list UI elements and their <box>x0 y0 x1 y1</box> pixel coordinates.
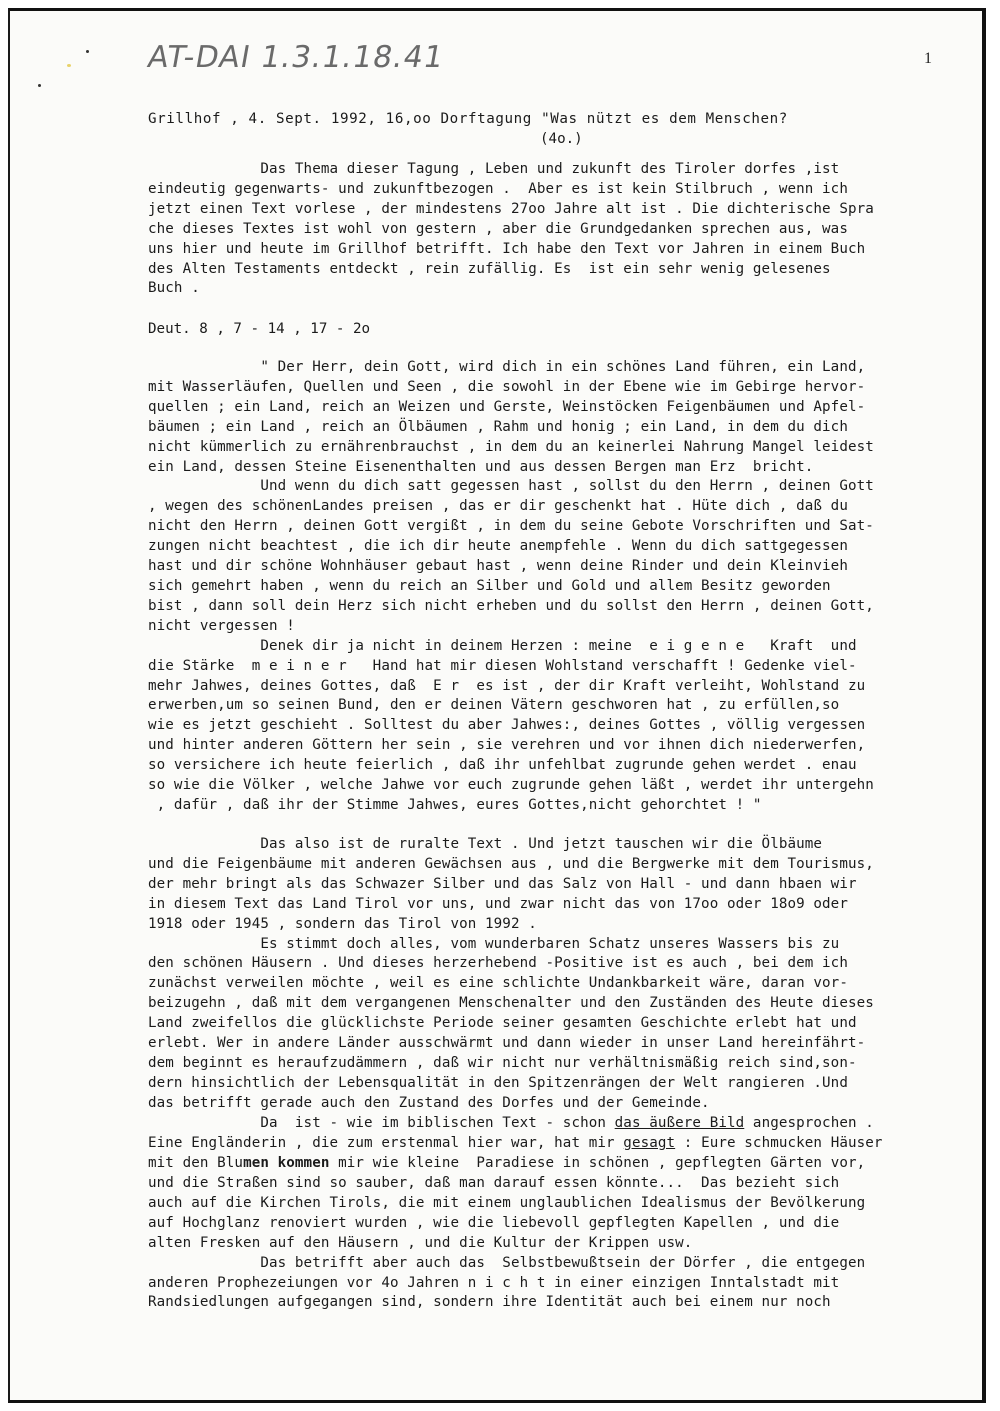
intro-paragraph <box>148 160 988 299</box>
text-line: Das Thema dieser Tagung , Leben und zukunft des Tiroler dorfes ,ist <box>148 161 840 177</box>
text-line: nicht vergessen ! <box>148 617 295 634</box>
bold-phrase: men kommen <box>243 1155 330 1171</box>
text-segment: mit den Blu <box>148 1155 244 1171</box>
text-line <box>148 1114 988 1134</box>
text-line: in diesem Text das Land Tirol vor uns, und zwar nicht das von 17oo oder 18o9 oder <box>148 895 848 912</box>
text-line: erlebt. Wer in andere Länder ausschwärmt und dann wieder in unser Land hereinfährt- <box>148 1035 866 1052</box>
text-segment: Da ist - wie im biblischen Text - schon <box>148 1115 615 1131</box>
text-segment: : Eure schmucken Häuser <box>675 1135 883 1151</box>
text-line: anderen Prophezeiungen vor 4o Jahren n i c h t in einer einzigen Inntalstadt mit <box>148 1274 840 1291</box>
text-line: che dieses Textes ist wohl von gestern , aber die Grundgedanken sprechen aus, was <box>148 220 848 237</box>
underlined-word: gesagt <box>623 1135 676 1151</box>
text-line: quellen ; ein Land, reich an Weizen und Gerste, Weinstöcken Feigenbäumen und Apfel- <box>148 398 866 415</box>
text-line: nicht den Herrn , deinen Gott vergißt , in dem du seine Gebote Vorschriften und Sat- <box>148 518 874 535</box>
text-line: Und wenn du dich satt gegessen hast , sollst du den Herrn , deinen Gott <box>148 478 874 495</box>
text-line: wie es jetzt geschieht . Solltest du aber Jahwes:, deines Gottes , völlig vergessen <box>148 717 866 734</box>
text-line: den schönen Häusern . Und dieses herzerhebend -Positive ist es auch , bei dem ich <box>148 955 848 972</box>
text-line: und hinter anderen Göttern her sein , sie verehren und vor ihnen dich niederwerfen, <box>148 737 866 754</box>
text-line: hast und dir schöne Wohnhäuser gebaut hast , wenn deine Rinder und dein Kleinvieh <box>148 558 848 575</box>
text-line: auch auf die Kirchen Tirols, die mit einem unglaublichen Idealismus der Bevölkerung <box>148 1194 866 1211</box>
text-line: uns hier und heute im Grillhof betrifft. Ich habe den Text vor Jahren in einem Buch <box>148 240 866 257</box>
text-line: erwerben,um so seinen Bund, den er deinen Vätern geschworen hat , zu erfüllen,so <box>148 697 840 714</box>
text-line: mehr Jahwes, deines Gottes, daß E r es ist , der dir Kraft verleiht, Wohlstand zu <box>148 677 866 694</box>
text-line: Es stimmt doch alles, vom wunderbaren Schatz unseres Wassers bis zu <box>148 935 840 952</box>
text-line: eindeutig gegenwarts- und zukunftbezogen . Aber es ist kein Stilbruch , wenn ich <box>148 180 848 197</box>
text-line: zungen nicht beachtest , die ich dir heute anempfehle . Wenn du dich sattgegessen <box>148 538 848 555</box>
text-line: ein Land, dessen Steine Eisenenthalten und aus dessen Bergen man Erz bricht. <box>148 458 814 475</box>
title-line-2: (4o.) <box>540 131 583 147</box>
text-line: und die Feigenbäume mit anderen Gewächsen aus , und die Bergwerke mit dem Tourismus, <box>148 855 874 872</box>
text-line: bist , dann soll dein Herz sich nicht erheben und du sollst den Herrn , deinen Gott, <box>148 597 874 614</box>
closing-paragraph <box>148 1174 988 1313</box>
text-line <box>148 1134 988 1154</box>
underlined-phrase: das äußere Bild <box>614 1115 745 1131</box>
text-line: so wie die Völker , welche Jahwe vor euch zugrunde gehen läßt , werdet ihr untergehn <box>148 777 874 794</box>
text-line: Buch . <box>148 280 200 297</box>
text-line: zunächst verweilen möchte , weil es eine schlichte Undankbarkeit wäre, daran vor- <box>148 975 848 992</box>
text-line: der mehr bringt als das Schwazer Silber und das Salz von Hall - und dann hbaen wir <box>148 875 857 892</box>
text-line: dem beginnt es heraufzudämmern , daß wir nicht nur verhältnismäßig reich sind,son- <box>148 1054 857 1071</box>
text-line: beizugehn , daß mit dem vergangenen Menschenalter und den Zuständen des Heute dieses <box>148 995 874 1012</box>
text-line: , dafür , daß ihr der Stimme Jahwes, eures Gottes,nicht gehorchtet ! " <box>148 796 762 813</box>
text-line: jetzt einen Text vorlese , der mindestens 27oo Jahre alt ist . Die dichterische Spra <box>148 200 874 217</box>
text-line: Land zweifellos die glücklichste Periode seiner gesamten Geschichte erlebt hat und <box>148 1015 857 1032</box>
text-line: bäumen ; ein Land , reich an Ölbäumen , Rahm und honig ; ein Land, in dem du dich <box>148 418 848 435</box>
bible-reference: Deut. 8 , 7 - 14 , 17 - 2o <box>148 321 371 337</box>
text-line: auf Hochglanz renoviert wurden , wie die liebevoll gepflegten Kapellen , und die <box>148 1214 840 1231</box>
text-line: sich gemehrt haben , wenn du reich an Silber und Gold und allem Besitz geworden <box>148 577 831 594</box>
scan-speck <box>67 64 71 67</box>
page-number: 1 <box>924 50 932 67</box>
text-line: Das also ist de ruralte Text . Und jetzt tauschen wir die Ölbäume <box>148 836 823 852</box>
archive-signature: AT-DAI 1.3.1.18.41 <box>144 40 447 75</box>
text-line <box>148 1154 988 1174</box>
text-line: dern hinsichtlich der Lebensqualität in den Spitzenrängen der Welt rangieren .Und <box>148 1074 848 1091</box>
text-line: des Alten Testaments entdeckt , rein zufällig. Es ist ein sehr wenig gelesenes <box>148 260 831 277</box>
text-line: Randsiedlungen aufgegangen sind, sondern ihre Identität auch bei einem nur noch <box>148 1294 831 1311</box>
text-segment: mir wie kleine Paradiese in schönen , gepflegten Gärten vor, <box>329 1155 866 1171</box>
text-line: die Stärke m e i n e r Hand hat mir diesen Wohlstand verschafft ! Gedenke viel- <box>148 657 857 674</box>
bible-quote <box>148 358 988 816</box>
text-line: und die Straßen sind so sauber, daß man darauf essen könnte... Das bezieht sich <box>148 1175 840 1191</box>
text-line: , wegen des schönenLandes preisen , das er dir geschenkt hat . Hüte dich , daß du <box>148 498 848 515</box>
text-line: nicht kümmerlich zu ernährenbrauchst , in dem du an keinerlei Nahrung Mangel leidest <box>148 438 874 455</box>
text-line: " Der Herr, dein Gott, wird dich in ein schönes Land führen, ein Land, <box>148 359 866 375</box>
text-line: Denek dir ja nicht in deinem Herzen : meine e i g e n e Kraft und <box>148 637 857 654</box>
title-line-1: Grillhof , 4. Sept. 1992, 16,oo Dorftagung "Was nützt es dem Menschen? <box>148 111 788 127</box>
scan-speck <box>38 84 41 87</box>
scan-speck <box>86 50 89 53</box>
text-line: das betrifft gerade auch den Zustand des Dorfes und der Gemeinde. <box>148 1094 710 1111</box>
text-segment: Eine Engländerin , die zum erstenmal hier war, hat mir <box>148 1135 624 1151</box>
text-line: so versichere ich heute feierlich , daß ihr unfehlbat zugrunde gehen werdet . enau <box>148 757 857 774</box>
text-line: alten Fresken auf den Häusern , und die Kultur der Krippen usw. <box>148 1234 693 1251</box>
text-segment: angesprochen . <box>744 1115 874 1131</box>
text-line: Das betrifft aber auch das Selbstbewußtsein der Dörfer , die entgegen <box>148 1254 866 1271</box>
commentary-paragraph <box>148 835 988 1114</box>
text-line: 1918 oder 1945 , sondern das Tirol von 1992 . <box>148 915 537 932</box>
text-line: mit Wasserläufen, Quellen und Seen , die sowohl in der Ebene wie im Gebirge hervor- <box>148 378 866 395</box>
